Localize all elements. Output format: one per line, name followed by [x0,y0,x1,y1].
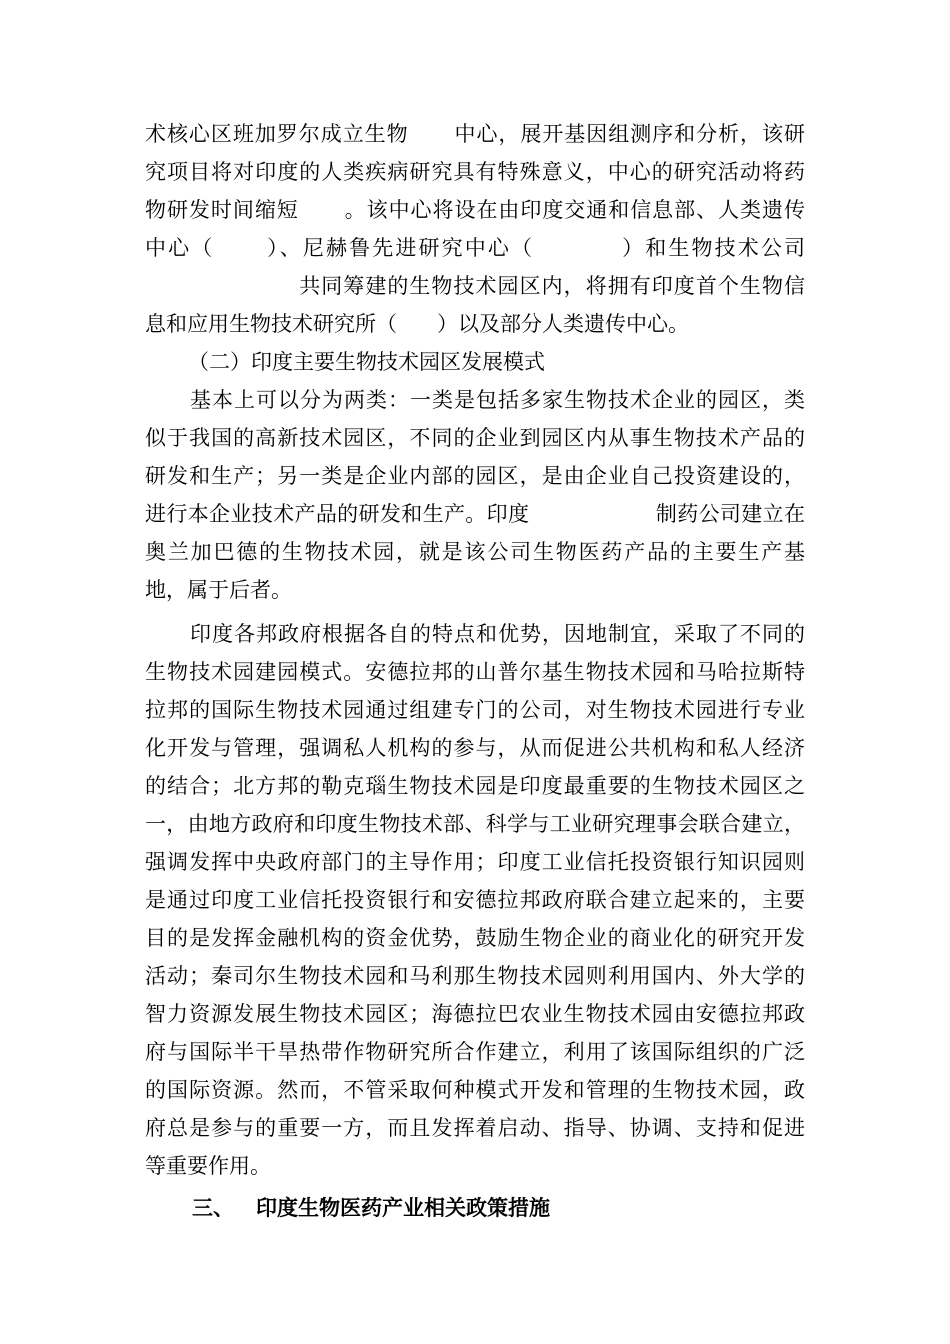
paragraph-2-line-2: 似于我国的高新技术园区，不同的企业到园区内从事生物技术产品的 [145,426,805,450]
section-number: 三、 [192,1196,234,1220]
paragraph-3-line-8: 是通过印度工业信托投资银行和安德拉邦政府联合建立起来的，主要 [145,888,805,912]
paragraph-3-line-3: 拉邦的国际生物技术园通过组建专门的公司，对生物技术园进行专业 [145,698,805,722]
paragraph-2-line-3: 研发和生产；另一类是企业内部的园区，是由企业自己投资建设的， [145,464,805,488]
paragraph-2-line-1: 基本上可以分为两类：一类是包括多家生物技术企业的园区，类 [190,388,805,412]
paragraph-1-line-3: 物研发时间缩短 。该中心将设在由印度交通和信息部、人类遗传 [145,198,805,222]
paragraph-2-line-5: 奥兰加巴德的生物技术园，就是该公司生物医药产品的主要生产基 [145,540,805,564]
paragraph-3-line-11: 智力资源发展生物技术园区；海德拉巴农业生物技术园由安德拉邦政 [145,1002,805,1026]
paragraph-1-line-5: 共同筹建的生物技术园区内，将拥有印度首个生物信 [145,274,805,298]
paragraph-3-line-5: 的结合；北方邦的勒克瑙生物技术园是印度最重要的生物技术园区之 [145,774,805,798]
paragraph-3-line-15: 等重要作用。 [145,1154,271,1178]
paragraph-1-line-2: 究项目将对印度的人类疾病研究具有特殊意义，中心的研究活动将药 [145,160,805,184]
paragraph-3-line-9: 目的是发挥金融机构的资金优势，鼓励生物企业的商业化的研究开发 [145,926,805,950]
paragraph-3-line-13: 的国际资源。然而，不管采取何种模式开发和管理的生物技术园，政 [145,1078,805,1102]
paragraph-3-line-12: 府与国际半干旱热带作物研究所合作建立，利用了该国际组织的广泛 [145,1040,805,1064]
paragraph-3-line-1: 印度各邦政府根据各自的特点和优势，因地制宜，采取了不同的 [190,622,805,646]
paragraph-3-line-4: 化开发与管理，强调私人机构的参与，从而促进公共机构和私人经济 [145,736,805,760]
paragraph-1-line-6: 息和应用生物技术研究所（ ）以及部分人类遗传中心。 [145,312,690,336]
paragraph-2-line-4: 进行本企业技术产品的研发和生产。印度 制药公司建立在 [145,502,805,526]
paragraph-3-line-14: 府总是参与的重要一方，而且发挥着启动、指导、协调、支持和促进 [145,1116,805,1140]
paragraph-1-line-4: 中心（ ）、尼赫鲁先进研究中心（ ）和生物技术公司 [145,236,805,260]
paragraph-2-line-6: 地，属于后者。 [145,578,292,602]
section-title: 印度生物医药产业相关政策措施 [256,1196,550,1220]
paragraph-3-line-2: 生物技术园建园模式。安德拉邦的山普尔基生物技术园和马哈拉斯特 [145,660,805,684]
paragraph-1-line-1: 术核心区班加罗尔成立生物 中心，展开基因组测序和分析，该研 [145,122,805,146]
paragraph-3-line-7: 强调发挥中央政府部门的主导作用；印度工业信托投资银行知识园则 [145,850,805,874]
subheading: （二）印度主要生物技术园区发展模式 [188,350,545,374]
paragraph-3-line-10: 活动；秦司尔生物技术园和马利那生物技术园则利用国内、外大学的 [145,964,805,988]
paragraph-3-line-6: 一，由地方政府和印度生物技术部、科学与工业研究理事会联合建立， [145,812,805,836]
